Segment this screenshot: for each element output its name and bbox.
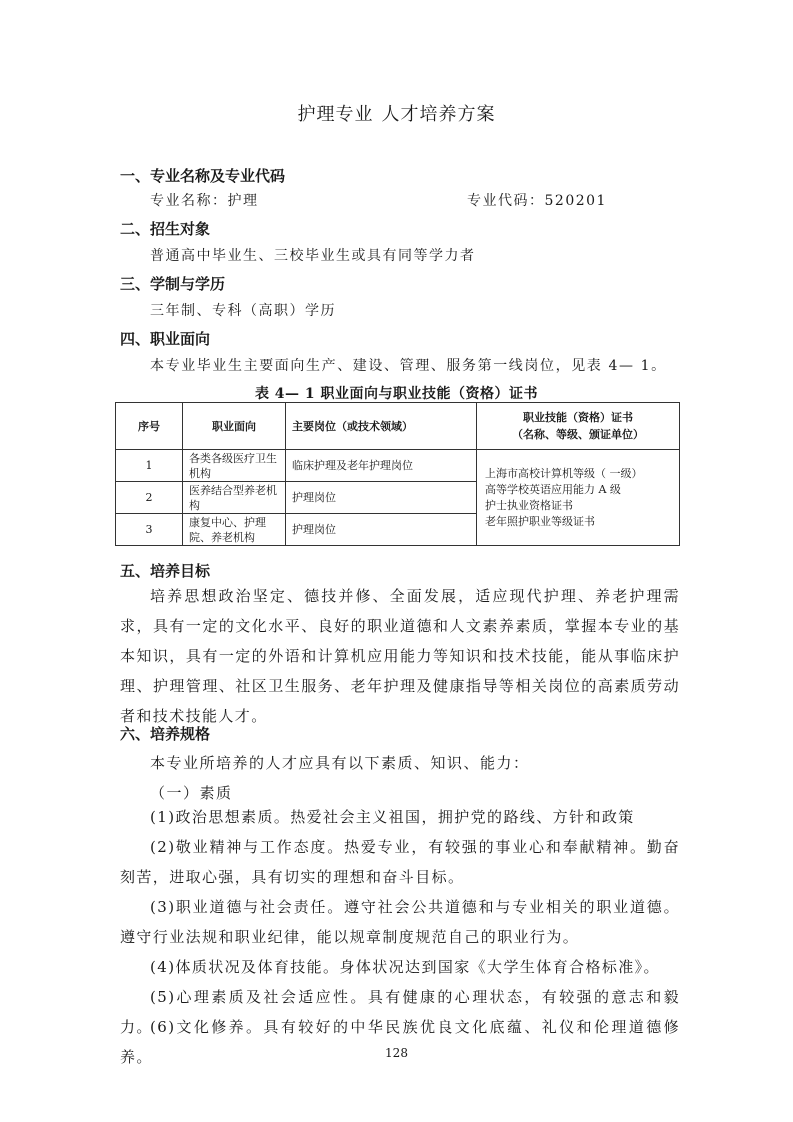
header-certs-line2: （名称、等级、颁证单位） (512, 428, 644, 441)
row-no: 1 (116, 450, 183, 482)
section-6-heading: 六、培养规格 (120, 725, 211, 743)
section-1-heading: 一、专业名称及专业代码 (120, 167, 286, 185)
header-posts: 主要岗位（或技术领域） (286, 403, 477, 450)
career-table (115, 402, 680, 546)
section-5-heading: 五、培养目标 (120, 562, 211, 580)
sub-heading-quality: （一）素质 (150, 784, 233, 802)
cert-list (477, 450, 680, 546)
quality-item-1: (1)政治思想素质。热爱社会主义祖国，拥护党的路线、方针和政策 (150, 808, 635, 826)
title-sub: 人才培养方案 (381, 104, 496, 125)
cert-item: 护士执业资格证书 (485, 498, 573, 512)
page-title (0, 100, 793, 126)
cert-item: 上海市高校计算机等级（ 一级） (485, 466, 643, 480)
row-posts: 临床护理及老年护理岗位 (286, 450, 477, 482)
section-3-heading: 三、学制与学历 (120, 275, 226, 293)
cert-item: 高等学校英语应用能力 A 级 (485, 482, 621, 496)
major-name: 专业名称：护理 (150, 193, 259, 209)
table-caption: 表 4— 1 职业面向与职业技能（资格）证书 (254, 386, 539, 402)
quality-item-5: (5)心理素质及社会适应性。具有健康的心理状态，有较强的意志和毅力。 (120, 988, 680, 1036)
title-main: 护理专业 (297, 104, 374, 125)
table-row (116, 450, 680, 482)
career-text: 本专业毕业生主要面向生产、建设、管理、服务第一线岗位，见表 4— 1。 (150, 358, 667, 374)
row-no: 2 (116, 482, 183, 514)
row-no: 3 (116, 514, 183, 546)
quality-item-3: (3)职业道德与社会责任。遵守社会公共道德和与专业相关的职业道德。遵守行业法规和职业纪律，能以规章制度规范自己的职业行为。 (120, 898, 680, 946)
row-posts: 护理岗位 (286, 482, 477, 514)
enrollment-target: 普通高中毕业生、三校毕业生或具有同等学力者 (150, 248, 476, 264)
row-direction: 康复中心、护理院、养老机构 (183, 514, 286, 546)
row-posts: 护理岗位 (286, 514, 477, 546)
header-direction: 职业面向 (183, 403, 286, 450)
cert-item: 老年照护职业等级证书 (485, 514, 595, 528)
row-direction: 各类各级医疗卫生机构 (183, 450, 286, 482)
schooling-text: 三年制、专科（高职）学历 (150, 303, 336, 319)
page-number: 128 (385, 1046, 408, 1060)
training-goal-text: 培养思想政治坚定、德技并修、全面发展，适应现代护理、养老护理需求，具有一定的文化水平、良好的职业道德和人文素养素质，掌握本专业的基本知识，具有一定的外语和计算机应用能力等知识和技术技能，能从事临床护理、护理管理、社区卫生服务、老年护理及健康指导等相关岗位的高素质劳动者和技术技能人才。 (120, 587, 680, 725)
section-4-heading: 四、职业面向 (120, 330, 211, 348)
quality-item-4: (4)体质状况及体育技能。身体状况达到国家《大学生体育合格标准》。 (150, 958, 660, 976)
header-certs-line1: 职业技能（资格）证书 (523, 411, 633, 424)
quality-item-2: (2)敬业精神与工作态度。热爱专业，有较强的事业心和奉献精神。勤奋刻苦，进取心强，具有切实的理想和奋斗目标。 (120, 838, 680, 886)
header-certs (477, 403, 680, 450)
quality-item-6: (6)文化修养。具有较好的中华民族优良文化底蕴、礼仪和伦理道德修养。 (120, 1018, 680, 1066)
section-2-heading: 二、招生对象 (120, 220, 211, 238)
major-code: 专业代码：520201 (467, 193, 607, 209)
table-header-row (116, 403, 680, 450)
spec-intro: 本专业所培养的人才应具有以下素质、知识、能力： (150, 754, 530, 772)
header-no: 序号 (116, 403, 183, 450)
row-direction: 医养结合型养老机构 (183, 482, 286, 514)
